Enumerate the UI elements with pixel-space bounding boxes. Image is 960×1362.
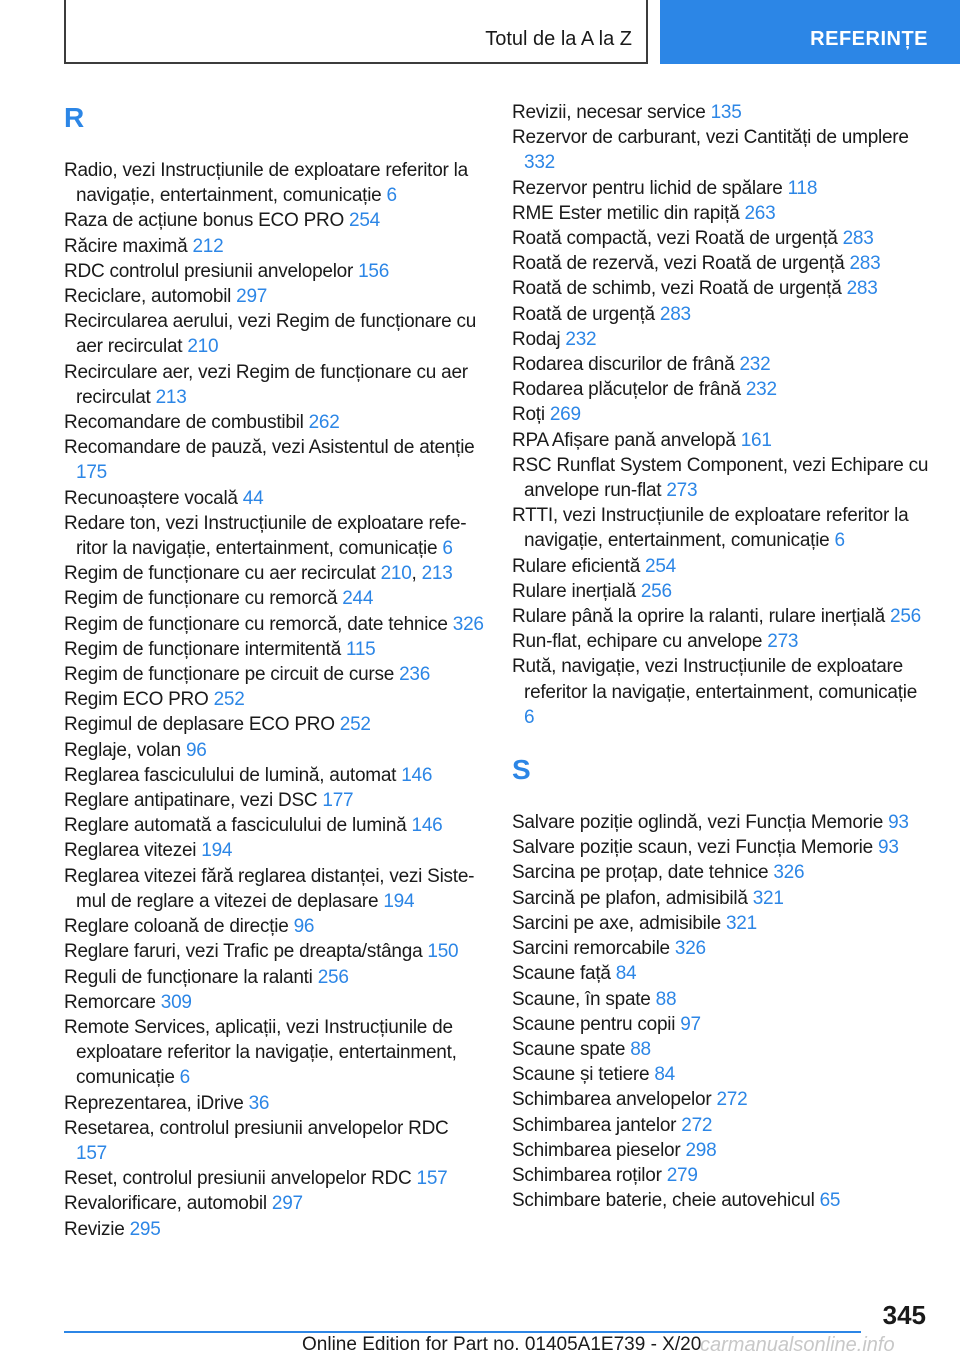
index-entry: [64, 1091, 484, 1116]
index-entry-text: Resetarea, controlul presiunii anvelopelor RDC: [64, 1117, 449, 1139]
index-entry: [512, 327, 932, 352]
index-entry: [64, 435, 484, 485]
index-entry: [512, 201, 932, 226]
index-entry: [64, 662, 484, 687]
page-link[interactable]: 298: [685, 1139, 717, 1161]
page-link[interactable]: 150: [427, 941, 459, 963]
page-link[interactable]: 263: [744, 202, 776, 224]
index-entry: Regim de funcționare cu aer recirculat 210, 213: [64, 563, 453, 585]
page-link[interactable]: 254: [645, 555, 676, 577]
page-link[interactable]: 269: [549, 404, 581, 426]
page-link[interactable]: 6: [386, 185, 397, 207]
page-link[interactable]: 213: [155, 386, 187, 408]
index-column-left: [64, 100, 484, 1242]
index-entry: [64, 486, 484, 511]
index-entry: [64, 284, 484, 309]
index-entry-text: Reglare automată a fasciculului de lumină: [64, 815, 412, 837]
index-entry-text: Roți: [512, 404, 550, 426]
index-entry-text: RME Ester metilic din rapiță: [512, 202, 745, 224]
page-link[interactable]: 273: [767, 631, 799, 653]
index-entry-text: Regimul de deplasare ECO PRO: [64, 714, 340, 736]
index-entry-text: Raza de acțiune bonus ECO PRO: [64, 210, 350, 232]
index-entry: [512, 352, 932, 377]
page-link[interactable]: 236: [399, 664, 431, 686]
index-entry-text: Scaune pentru copii: [512, 1013, 681, 1035]
index-entry-text: Reglare faruri, vezi Trafic pe dreapta/stânga: [64, 941, 428, 963]
page-link[interactable]: 262: [308, 412, 340, 434]
page-link[interactable]: 44: [242, 487, 264, 509]
index-entry-text: Radio, vezi Instrucțiunile de exploatare referitor la navigație, entertainment, comunicație: [64, 160, 468, 207]
index-entry-text: RPA Afișare pană anvelopă: [512, 429, 741, 451]
index-entry: [64, 965, 484, 990]
index-entry-text: RTTI, vezi Instrucțiunile de exploatare referitor la navigație, entertainment, comunicație: [512, 505, 909, 552]
page-link[interactable]: 210: [380, 563, 412, 585]
index-entry: [64, 738, 484, 763]
page-link[interactable]: 244: [342, 588, 374, 610]
page-link[interactable]: 177: [322, 790, 354, 812]
index-entry: [512, 1012, 932, 1037]
page-link[interactable]: 84: [654, 1064, 675, 1086]
index-entry: [64, 612, 484, 637]
index-entry: [64, 511, 484, 561]
page-link[interactable]: 232: [745, 379, 777, 401]
page-link[interactable]: 326: [773, 862, 805, 884]
index-entry: [512, 835, 932, 860]
page-link[interactable]: 175: [76, 462, 107, 484]
index-entry-text: Regim de funcționare cu remorcă, date tehnice: [64, 613, 453, 635]
index-entry-text: Reglare coloană de direcție: [64, 916, 294, 938]
index-entry: [512, 987, 932, 1012]
index-entry-text: Rulare până la oprire la ralanti, rulare inerțială: [512, 606, 891, 628]
index-entry-text: Sarcini remorcabile: [512, 938, 675, 960]
index-entry-text: Recunoaștere vocală: [64, 487, 243, 509]
page-link[interactable]: 295: [129, 1218, 161, 1240]
index-list-s: [512, 810, 932, 1213]
page-link[interactable]: 273: [666, 480, 698, 502]
index-entry: [64, 763, 484, 788]
index-entry: [512, 428, 932, 453]
watermark: carmanualsonline.info: [700, 1334, 895, 1356]
page-link[interactable]: 118: [787, 177, 818, 199]
footer-rule: [64, 1331, 861, 1333]
index-entry-text: Rulare inerțială: [512, 580, 641, 602]
section-letter-r: R: [64, 102, 85, 133]
index-entry: [512, 654, 932, 730]
index-entry-text: Scaune și tetiere: [512, 1064, 655, 1086]
index-entry: [512, 936, 932, 961]
index-entry-text: Reguli de funcționare la ralanti: [64, 966, 318, 988]
index-entry-text: Remote Services, aplicații, vezi Instrucțiunile de exploatare referitor la navigație, entertainment, comunicație: [64, 1016, 457, 1089]
page-link[interactable]: 97: [680, 1013, 701, 1035]
index-entry-text: Reprezentarea, iDrive: [64, 1092, 249, 1114]
index-list-r: [64, 158, 484, 1242]
page-link[interactable]: 272: [681, 1114, 713, 1136]
page-link[interactable]: 283: [842, 228, 874, 250]
index-entry: [64, 208, 484, 233]
index-entry: [512, 1138, 932, 1163]
index-entry: [64, 939, 484, 964]
page-link[interactable]: 161: [740, 429, 772, 451]
page-link[interactable]: 6: [442, 538, 453, 560]
page-link[interactable]: 297: [271, 1193, 303, 1215]
index-entry-text: Schimbare baterie, cheie autovehicul: [512, 1190, 820, 1212]
index-entry-text: Roată de rezervă, vezi Roată de urgență: [512, 253, 850, 275]
index-entry-text: Recirculare aer, vezi Regim de funcționare cu aer recirculat: [64, 361, 468, 408]
page-link[interactable]: 256: [640, 580, 672, 602]
index-entry: [64, 1015, 484, 1091]
index-entry: [512, 1062, 932, 1087]
page-link[interactable]: 135: [710, 102, 742, 123]
page-link[interactable]: 210: [187, 336, 219, 358]
index-entry: [512, 251, 932, 276]
index-entry-text: Run-flat, echipare cu anvelope: [512, 631, 768, 653]
index-entry: [64, 360, 484, 410]
index-entry: [64, 586, 484, 611]
index-entry: [512, 961, 932, 986]
index-entry-text: Roată de schimb, vezi Roată de urgență: [512, 278, 847, 300]
page-link[interactable]: 156: [358, 260, 390, 282]
index-entry: [64, 1191, 484, 1216]
index-entry: [512, 100, 932, 125]
index-entry-text: Scaune spate: [512, 1038, 631, 1060]
page-link[interactable]: 332: [524, 152, 555, 174]
index-entry-text: Rută, navigație, vezi Instrucțiunile de exploatare referitor la navigație, entertainment, comunicație: [512, 656, 918, 703]
index-column-right: [512, 100, 932, 1213]
page-link[interactable]: 283: [659, 303, 691, 325]
page-link[interactable]: 252: [213, 689, 245, 711]
page-link[interactable]: 194: [201, 840, 233, 862]
index-entry: [512, 1087, 932, 1112]
index-entry: [512, 176, 932, 201]
index-entry-text: Scaune față: [512, 963, 616, 985]
index-entry-text: Regim de funcționare cu remorcă: [64, 588, 343, 610]
page-link[interactable]: 157: [416, 1168, 448, 1190]
index-entry: [64, 1217, 484, 1242]
page-link[interactable]: 36: [248, 1092, 270, 1114]
index-entry-text: Reglare antipatinare, vezi DSC: [64, 790, 323, 812]
index-entry-text: Revalorificare, automobil: [64, 1193, 272, 1215]
index-entry-text: Regim de funcționare pe circuit de curse: [64, 664, 400, 686]
page-number: 345: [882, 1300, 926, 1330]
page-link[interactable]: 256: [317, 966, 349, 988]
page-link[interactable]: 65: [819, 1190, 841, 1212]
section-tab-label: REFERINȚE: [810, 28, 928, 50]
page-link[interactable]: 283: [846, 278, 878, 300]
page-link[interactable]: 232: [565, 328, 597, 350]
index-entry: [512, 604, 932, 629]
index-entry-text: Scaune, în spate: [512, 988, 656, 1010]
index-entry-text: Sarcina pe proțap, date tehnice: [512, 862, 774, 884]
index-entry-text: Schimbarea pieselor: [512, 1139, 686, 1161]
page-link[interactable]: 146: [401, 764, 433, 786]
page-link[interactable]: 213: [421, 563, 453, 585]
index-entry-text: Remorcare: [64, 991, 161, 1013]
index-entry-text: Reglarea fasciculului de lumină, automat: [64, 764, 402, 786]
page-link[interactable]: 297: [236, 286, 268, 308]
index-entry: [64, 712, 484, 737]
page-link[interactable]: 326: [674, 938, 706, 960]
index-entry: [512, 453, 932, 503]
page-link[interactable]: 254: [349, 210, 380, 232]
page-link[interactable]: 146: [411, 815, 443, 837]
index-entry-text: Sarcini pe axe, admisibile: [512, 912, 726, 934]
index-entry: [64, 309, 484, 359]
index-entry: [512, 1037, 932, 1062]
index-entry: [512, 886, 932, 911]
index-entry: [64, 259, 484, 284]
index-entry-text: Recircularea aerului, vezi Regim de funcționare cu aer recirculat: [64, 311, 477, 358]
index-entry: [512, 377, 932, 402]
page-link[interactable]: 115: [345, 638, 376, 660]
page-link[interactable]: 212: [192, 235, 224, 257]
index-entry-text: Rodaj: [512, 328, 566, 350]
index-entry: [512, 226, 932, 251]
page-link[interactable]: 283: [849, 253, 881, 275]
index-entry-text: Rezervor pentru lichid de spălare: [512, 177, 788, 199]
page-link[interactable]: 6: [834, 530, 845, 552]
index-entry-text: Regim ECO PRO: [64, 689, 214, 711]
footer-edition: Online Edition for Part no. 01405A1E739 - X/20: [302, 1334, 702, 1355]
page-link[interactable]: 93: [878, 837, 899, 859]
page-link[interactable]: 321: [752, 887, 784, 909]
index-entry: [64, 158, 484, 208]
index-entry: [64, 813, 484, 838]
index-entry: [512, 810, 932, 835]
page-link[interactable]: 6: [179, 1067, 190, 1089]
index-entry-text: Salvare poziție oglindă, vezi Funcția Memorie: [512, 812, 889, 834]
index-entry: [512, 503, 932, 553]
page-link[interactable]: 279: [666, 1164, 698, 1186]
page-link[interactable]: 232: [739, 354, 771, 376]
index-entry-text: Revizie: [64, 1218, 130, 1240]
index-entry: [512, 1188, 932, 1213]
index-entry-text: Roată de urgență: [512, 303, 660, 325]
index-entry: [64, 1116, 484, 1166]
header-title-box: [64, 0, 648, 64]
index-entry: [64, 687, 484, 712]
index-entry-text: Roată compactă, vezi Roată de urgență: [512, 228, 843, 250]
index-entry-text: Schimbarea jantelor: [512, 1114, 682, 1136]
index-entry: [512, 276, 932, 301]
page-link[interactable]: 326: [452, 613, 484, 635]
index-entry: [512, 1113, 932, 1138]
index-entry: [64, 864, 484, 914]
index-entry: [512, 911, 932, 936]
index-list-r-continued: [512, 100, 932, 730]
index-entry: [64, 838, 484, 863]
page-link[interactable]: 88: [655, 988, 677, 1010]
index-entry: [512, 554, 932, 579]
index-entry-text: Schimbarea anvelopelor: [512, 1089, 717, 1111]
index-entry: [512, 579, 932, 604]
page-link[interactable]: 96: [185, 739, 207, 761]
index-entry-text: Recomandare de pauză, vezi Asistentul de atenție: [64, 437, 475, 459]
header-title: Totul de la A la Z: [485, 28, 632, 50]
index-entry-text: RDC controlul presiunii anvelopelor: [64, 260, 359, 282]
index-entry-text: Recomandare de combustibil: [64, 412, 309, 434]
index-entry-text: Revizii, necesar service: [512, 102, 711, 123]
index-entry-text: Sarcină pe plafon, admisibilă: [512, 887, 753, 909]
index-entry: [512, 125, 932, 175]
index-entry: [512, 302, 932, 327]
index-entry-text: Schimbarea roților: [512, 1164, 667, 1186]
index-entry: [64, 914, 484, 939]
index-entry-text: Rodarea plăcuțelor de frână: [512, 379, 746, 401]
index-entry-text: Reglarea vitezei fără reglarea distanței, vezi Sistemul de reglare a vitezei de deplasare: [64, 865, 475, 912]
index-entry-text: Reset, controlul presiunii anvelopelor RDC: [64, 1168, 417, 1190]
section-letter-s: S: [512, 754, 531, 786]
index-entry: [512, 860, 932, 885]
index-entry-text: Reglaje, volan: [64, 739, 186, 761]
page-link[interactable]: 6: [524, 706, 535, 728]
index-entry: [512, 402, 932, 427]
index-entry-text: Rodarea discurilor de frână: [512, 354, 740, 376]
index-entry-text: Salvare poziție scaun, vezi Funcția Memorie: [512, 837, 878, 859]
page-link[interactable]: 157: [76, 1142, 107, 1164]
page-link[interactable]: 309: [160, 991, 192, 1013]
index-entry: [64, 410, 484, 435]
index-entry-text: Reciclare, automobil: [64, 286, 237, 308]
index-entry-text: Rezervor de carburant, vezi Cantități de umplere: [512, 127, 909, 149]
page-link[interactable]: 256: [890, 606, 921, 628]
page-link[interactable]: 272: [716, 1089, 748, 1111]
index-entry: [512, 1163, 932, 1188]
index-entry: [64, 788, 484, 813]
index-entry-text: RSC Runflat System Component, vezi Echipare cu anvelope run-flat: [512, 454, 929, 502]
index-entry: [512, 629, 932, 654]
index-entry: [64, 637, 484, 662]
page-link[interactable]: 93: [888, 812, 909, 834]
page-link[interactable]: 321: [725, 912, 757, 934]
index-entry: [64, 234, 484, 259]
index-entry-text: Răcire maximă: [64, 235, 193, 257]
index-entry: [64, 1166, 484, 1191]
index-entry-text: Regim de funcționare intermitentă: [64, 638, 346, 660]
index-entry-text: Redare ton, vezi Instrucțiunile de exploatare referitor la navigație, entertainment, comunicație: [64, 512, 467, 560]
page-link[interactable]: 194: [383, 890, 415, 912]
index-entry-text: Rulare eficientă: [512, 555, 646, 577]
index-entry-text: Regim de funcționare cu aer recirculat: [64, 563, 381, 585]
page-link[interactable]: 84: [615, 963, 637, 985]
page-link[interactable]: 88: [630, 1038, 651, 1060]
section-tab[interactable]: [660, 0, 960, 64]
index-entry: [64, 990, 484, 1015]
page-link[interactable]: 252: [339, 714, 371, 736]
index-entry-text: Reglarea vitezei: [64, 840, 202, 862]
page-link[interactable]: 96: [293, 916, 315, 938]
